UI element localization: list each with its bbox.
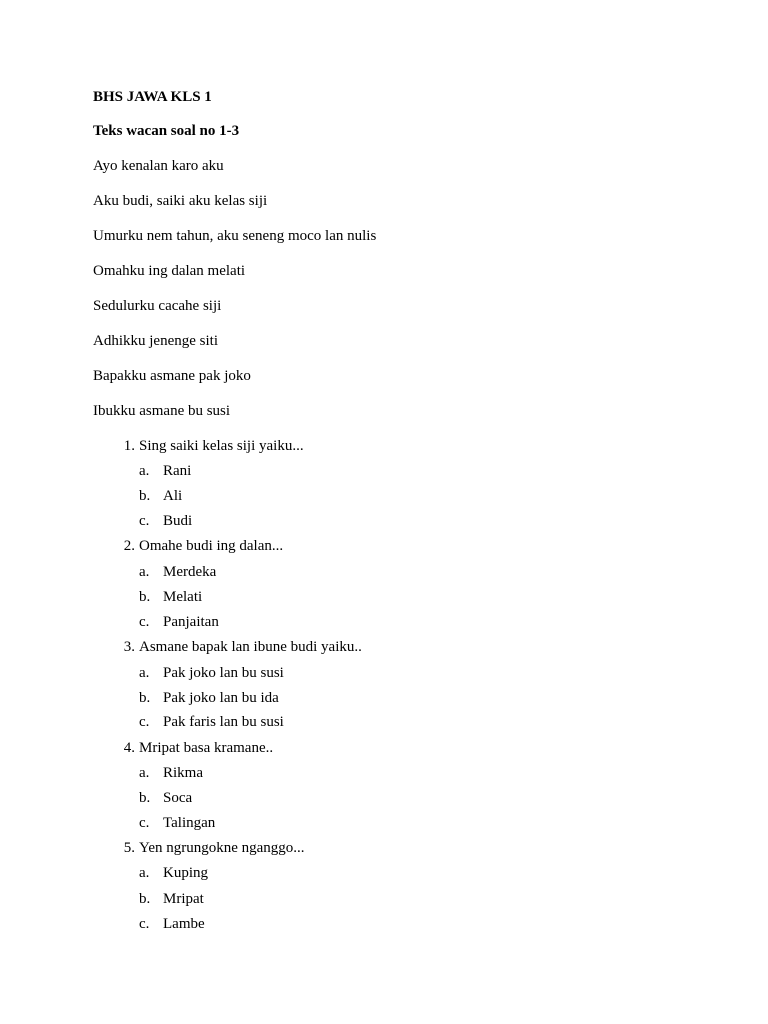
passage-line: Adhikku jenenge siti <box>93 333 218 349</box>
option-text: Pak joko lan bu ida <box>163 690 279 706</box>
passage-line: Sedulurku cacahe siji <box>93 298 222 314</box>
option-letter: c. <box>139 916 150 932</box>
option-text: Pak joko lan bu susi <box>163 665 284 681</box>
option-text: Rani <box>163 463 192 479</box>
option-text: Melati <box>163 589 203 605</box>
question-text: Sing saiki kelas siji yaiku... <box>139 438 304 454</box>
question-text: Asmane bapak lan ibune budi yaiku.. <box>139 639 362 655</box>
option-text: Panjaitan <box>163 614 219 630</box>
option-text: Talingan <box>163 815 216 831</box>
option-text: Merdeka <box>163 564 217 580</box>
passage-line: Ibukku asmane bu susi <box>93 403 231 419</box>
option-letter: c. <box>139 614 150 630</box>
question-number: 4. <box>123 740 135 756</box>
passage-line: Umurku nem tahun, aku seneng moco lan nulis <box>93 228 377 244</box>
option-letter: c. <box>139 815 150 831</box>
question-text: Mripat basa kramane.. <box>139 740 274 756</box>
option-letter: a. <box>139 765 150 781</box>
option-text: Pak faris lan bu susi <box>163 714 284 730</box>
option-text: Mripat <box>163 891 204 907</box>
option-letter: a. <box>139 665 150 681</box>
option-text: Lambe <box>163 916 205 932</box>
passage-line: Bapakku asmane pak joko <box>93 368 251 384</box>
option-letter: a. <box>139 463 150 479</box>
option-letter: b. <box>139 690 151 706</box>
question-text: Omahe budi ing dalan... <box>139 538 284 554</box>
question-number: 3. <box>123 639 135 655</box>
option-letter: b. <box>139 790 151 806</box>
option-letter: b. <box>139 891 151 907</box>
option-text: Soca <box>163 790 193 806</box>
option-text: Ali <box>163 488 183 504</box>
option-text: Budi <box>163 513 193 529</box>
question-number: 5. <box>123 840 135 856</box>
option-letter: b. <box>139 589 151 605</box>
question-number: 2. <box>123 538 135 554</box>
option-letter: c. <box>139 714 150 730</box>
question-number: 1. <box>123 438 135 454</box>
option-letter: b. <box>139 488 151 504</box>
passage-line: Omahku ing dalan melati <box>93 263 246 279</box>
passage-line: Ayo kenalan karo aku <box>93 158 224 174</box>
option-text: Rikma <box>163 765 203 781</box>
passage-heading: Teks wacan soal no 1-3 <box>93 123 240 139</box>
option-letter: a. <box>139 564 150 580</box>
question-text: Yen ngrungokne nganggo... <box>139 840 305 856</box>
option-letter: c. <box>139 513 150 529</box>
passage-line: Aku budi, saiki aku kelas siji <box>93 193 268 209</box>
document-title: BHS JAWA KLS 1 <box>93 89 212 105</box>
option-letter: a. <box>139 865 150 881</box>
option-text: Kuping <box>163 865 208 881</box>
